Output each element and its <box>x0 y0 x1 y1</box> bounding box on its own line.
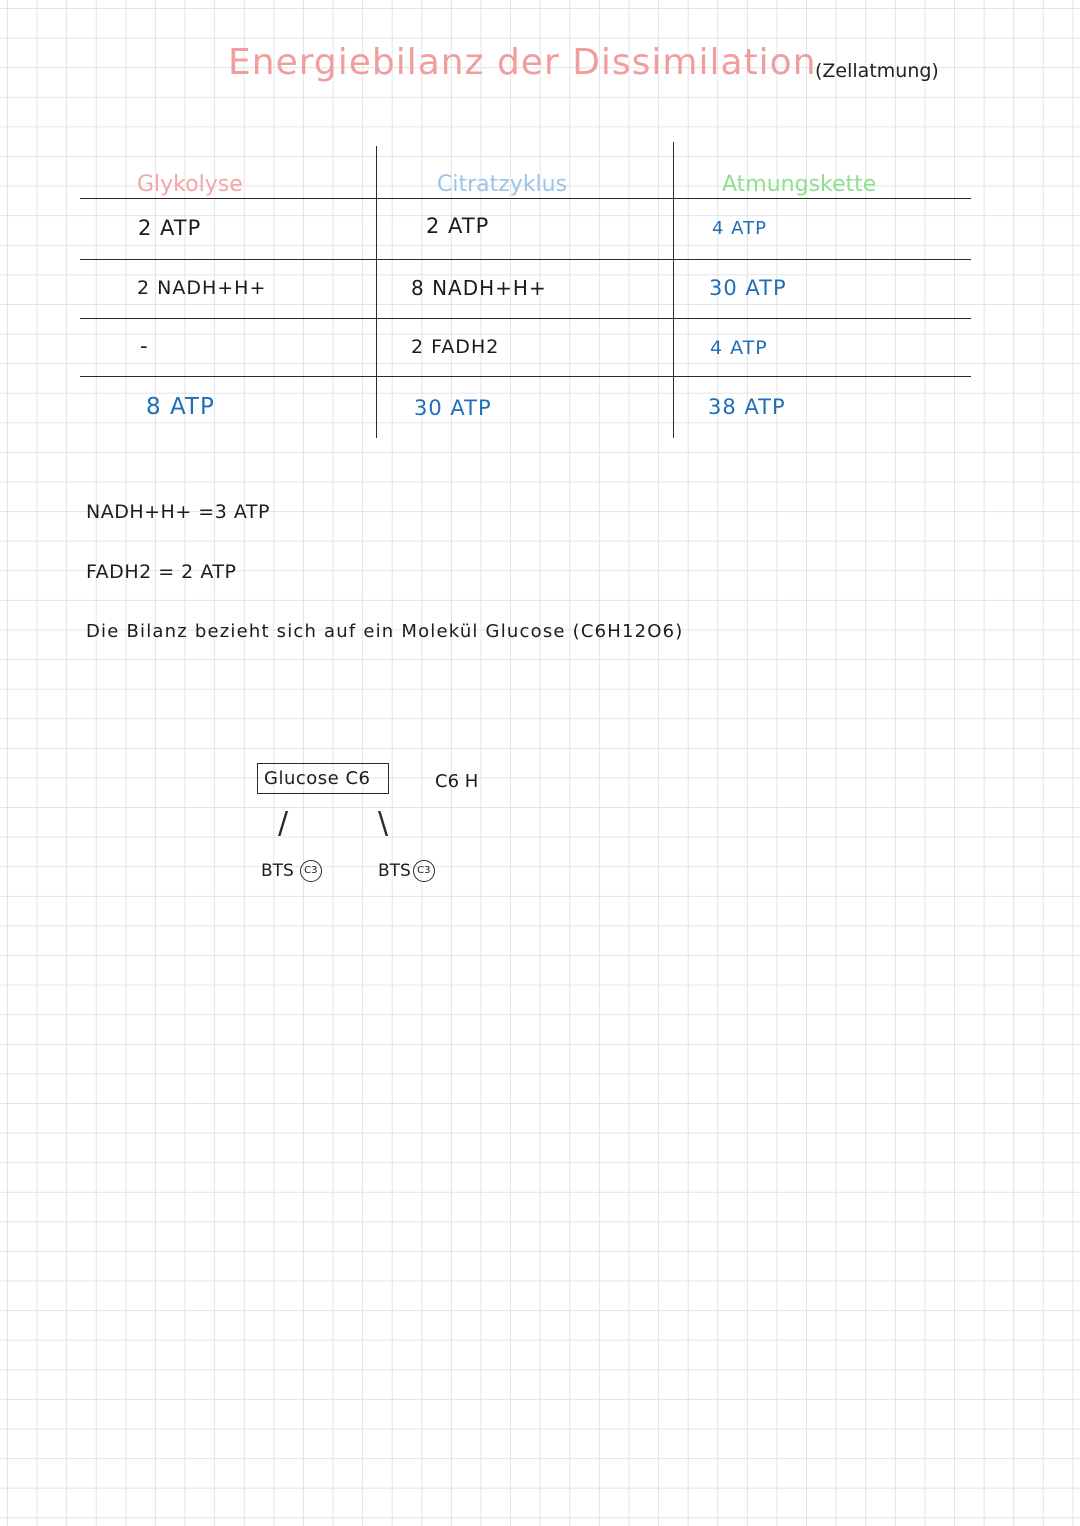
c3-circle-icon: C3 <box>413 860 435 882</box>
table-cell: 30 ATP <box>709 276 787 300</box>
table-cell: 4 ATP <box>710 337 768 359</box>
note-fadh-equivalent: FADH2 = 2 ATP <box>86 561 237 583</box>
table-cell: 2 NADH+H+ <box>137 277 267 299</box>
glucose-box <box>257 763 389 794</box>
bts-right <box>378 860 435 882</box>
table-cell: 8 NADH+H+ <box>411 276 547 300</box>
header-glykolyse: Glykolyse <box>137 172 243 197</box>
table-row-rule <box>80 376 971 377</box>
bts-right-label: BTS <box>378 861 411 881</box>
glucose-box-label: Glucose C6 <box>264 768 371 789</box>
header-atmungskette: Atmungskette <box>722 172 877 197</box>
table-total-cell: 8 ATP <box>146 394 215 420</box>
table-column-rule <box>673 142 674 438</box>
table-cell: 2 FADH2 <box>411 336 500 358</box>
header-citratzyklus: Citratzyklus <box>437 172 568 197</box>
table-cell: - <box>140 334 149 358</box>
arrow-down-left-icon: / <box>278 806 289 841</box>
table-row-rule <box>80 259 971 260</box>
table-row-rule <box>80 318 971 319</box>
table-cell: 4 ATP <box>712 218 767 239</box>
table-cell: 2 ATP <box>426 214 490 238</box>
table-cell: 2 ATP <box>138 216 202 240</box>
table-header-rule <box>80 198 971 199</box>
page-subtitle: (Zellatmung) <box>815 60 939 82</box>
note-nadh-equivalent: NADH+H+ =3 ATP <box>86 501 270 523</box>
glucose-side-text: C6 H <box>435 771 479 792</box>
table-total-cell: 30 ATP <box>414 396 492 420</box>
c3-circle-icon: C3 <box>300 860 322 882</box>
note-bilanz-glucose: Die Bilanz bezieht sich auf ein Molekül Glucose (C6H12O6) <box>86 621 684 642</box>
bts-left <box>261 860 322 882</box>
table-column-rule <box>376 146 377 438</box>
page-title: Energiebilanz der Dissimilation <box>228 42 817 83</box>
table-total-cell: 38 ATP <box>708 395 786 419</box>
arrow-down-right-icon: \ <box>378 806 389 841</box>
bts-left-label: BTS <box>261 861 294 881</box>
